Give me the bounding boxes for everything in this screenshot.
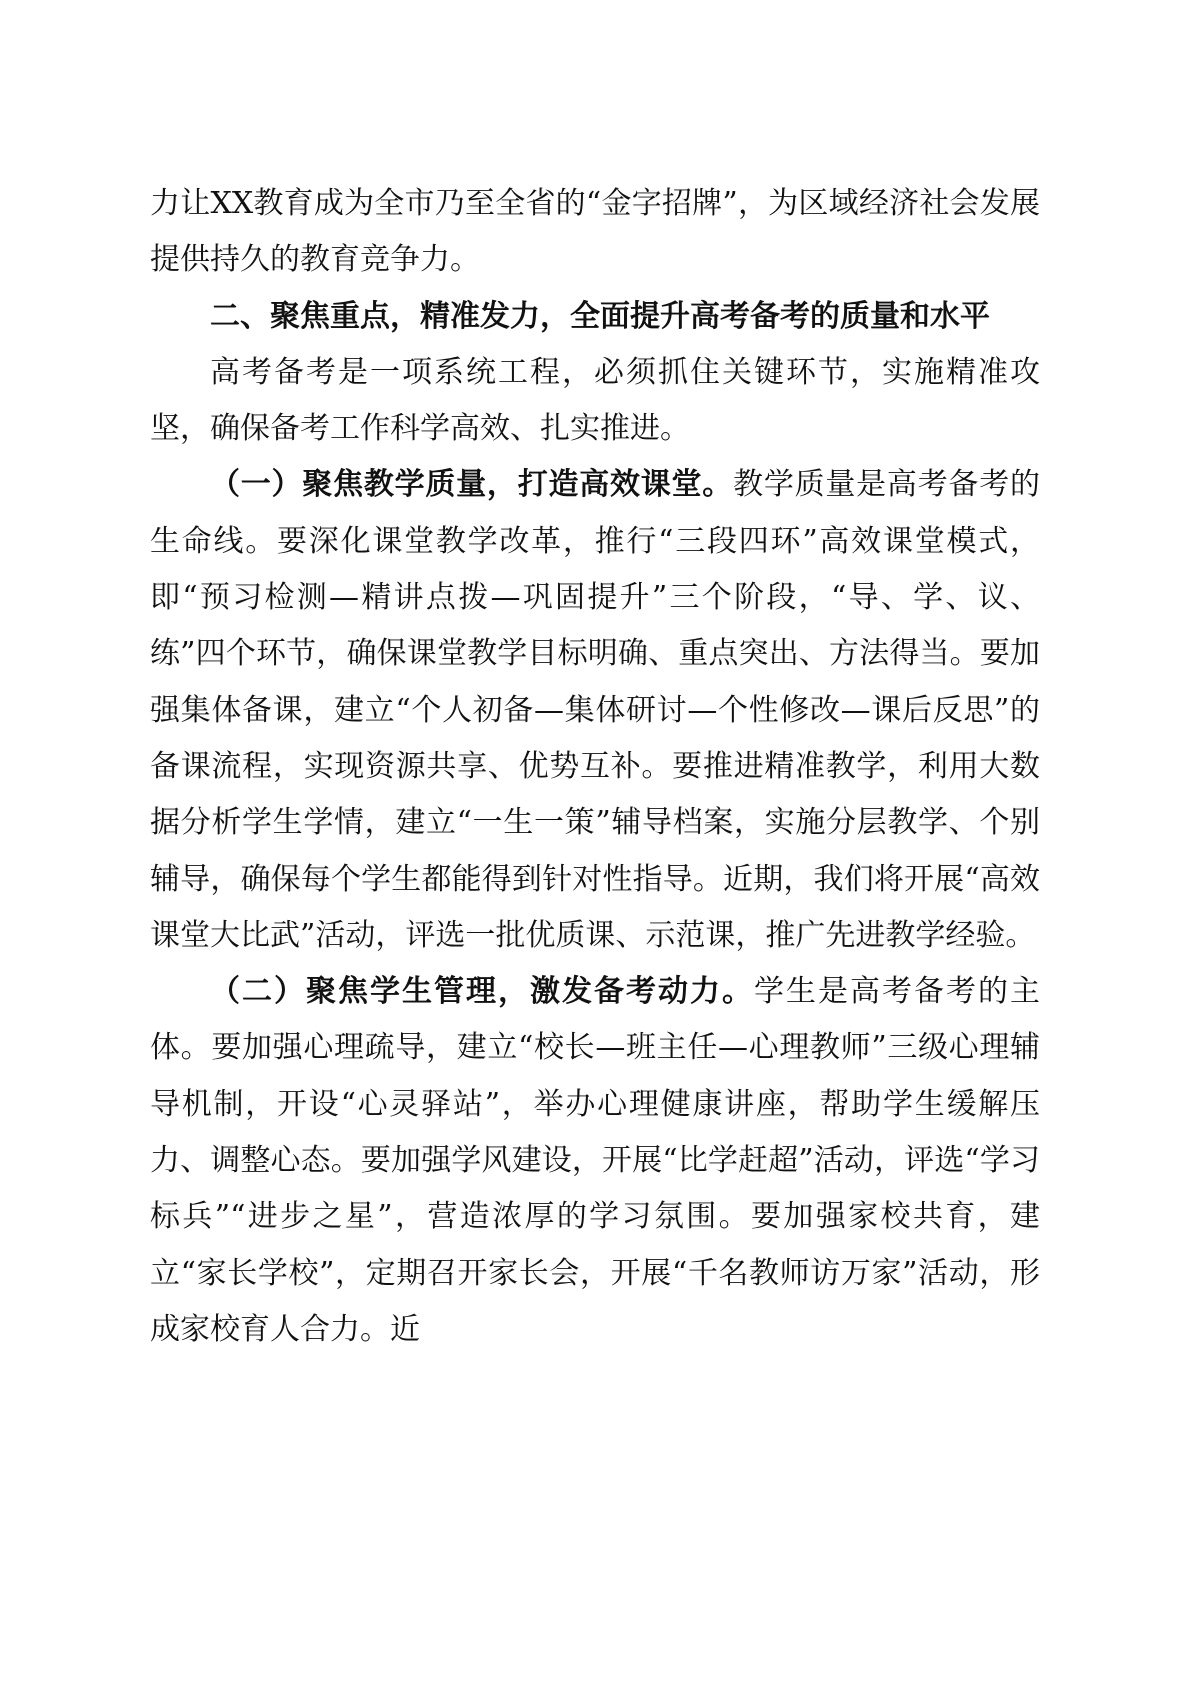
subsection-1-title: （一）聚焦教学质量，打造高效课堂。 (210, 467, 734, 503)
paragraph-subsection-1 (150, 457, 1040, 964)
paragraph-continuation: 力让XX教育成为全市乃至全省的“金字招牌”，为区域经济社会发展提供持久的教育竞争力。 (150, 186, 1040, 278)
paragraph-subsection-2 (150, 964, 1040, 1358)
document-body (150, 176, 1040, 1358)
subsection-2-title: （二）聚焦学生管理，激发备考动力。 (210, 974, 754, 1010)
subsection-1-body: 教学质量是高考备考的生命线。要深化课堂教学改革，推行“三段四环”高效课堂模式，即“预习检测—精讲点拨—巩固提升”三个阶段，“导、学、议、练”四个环节，确保课堂教学目标明确、重点突出、方法得当。要加强集体备课，建立“个人初备—集体研讨—个性修改—课后反思”的备课流程，实现资源共享、优势互补。要推进精准教学，利用大数据分析学生学情，建立“一生一策”辅导档案，实施分层教学、个别辅导，确保每个学生都能得到针对性指导。近期，我们将开展“高效课堂大比武”活动，评选一批优质课、示范课，推广先进教学经验。 (150, 467, 1041, 953)
section-heading-2: 二、聚焦重点，精准发力，全面提升高考备考的质量和水平 (210, 298, 990, 334)
paragraph-intro: 高考备考是一项系统工程，必须抓住关键环节，实施精准攻坚，确保备考工作科学高效、扎实推进。 (150, 354, 1040, 447)
subsection-2-body: 学生是高考备考的主体。要加强心理疏导，建立“校长—班主任—心理教师”三级心理辅导机制，开设“心灵驿站”，举办心理健康讲座，帮助学生缓解压力、调整心态。要加强学风建设，开展“比学赶超”活动，评选“学习标兵”“进步之星”，营造浓厚的学习氛围。要加强家校共育，建立“家长学校”，定期召开家长会，开展“千名教师访万家”活动，形成家校育人合力。近 (150, 974, 1040, 1347)
